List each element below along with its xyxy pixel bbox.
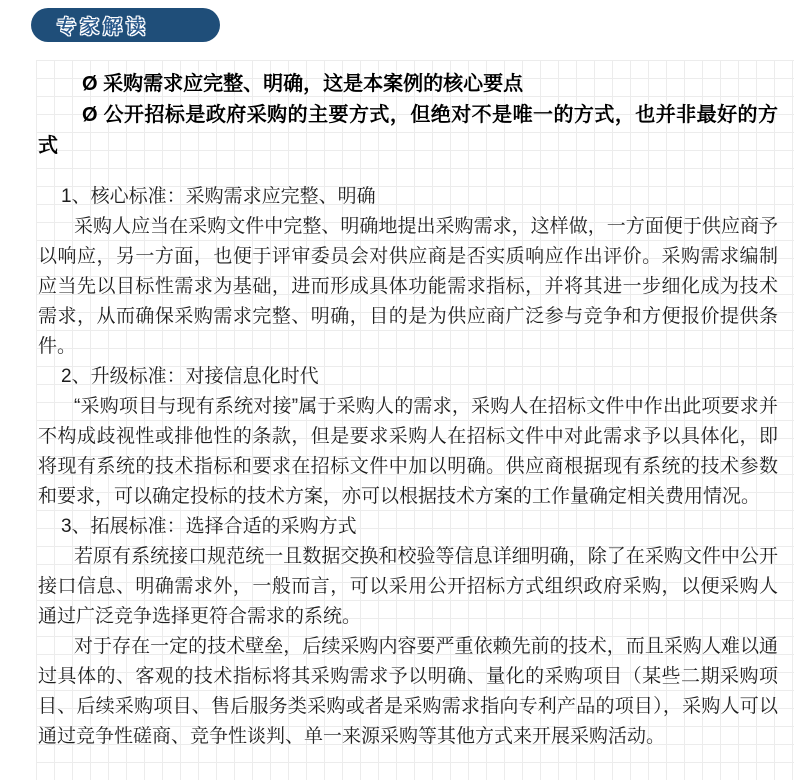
key-point-bullet-2: Ø 公开招标是政府采购的主要方式，但绝对不是唯一的方式，也并非最好的方式 (38, 104, 778, 157)
section-heading-extension-standard: 3、拓展标准：选择合适的采购方式 (61, 516, 357, 537)
badge-label: 专家解读 (57, 16, 150, 38)
section-paragraph: “采购项目与现有系统对接”属于采购人的需求，采购人在招标文件中作出此项要求并不构成歧视性或排他性的条款，但是要求采购人在招标文件中对此需求予以具体化，即将现有系统的技术指标和要求在招标文件中加以明确。供应商根据现有系统的技术参数和要求，可以确定投标的技术方案，亦可以根据技术方案的工作量确定相关费用情况。 (38, 396, 778, 507)
section-heading-core-standard: 1、核心标准：采购需求应完整、明确 (61, 186, 376, 207)
section-heading-upgrade-standard: 2、升级标准：对接信息化时代 (61, 366, 319, 387)
section-paragraph: 若原有系统接口规范统一且数据交换和校验等信息详细明确，除了在采购文件中公开接口信息、明确需求外，一般而言，可以采用公开招标方式组织政府采购，以便采购人通过广泛竞争选择更符合需求的系统。 (38, 546, 778, 627)
key-point-bullet-1: Ø 采购需求应完整、明确，这是本案例的核心要点 (82, 73, 524, 95)
expert-interpretation-badge (31, 8, 220, 42)
section-paragraph: 对于存在一定的技术壁垒，后续采购内容要严重依赖先前的技术，而且采购人难以通过具体的、客观的技术指标将其采购需求予以明确、量化的采购项目（某些二期采购项目、后续采购项目、售后服务类采购或者是采购需求指向专利产品的项目），采购人可以通过竞争性磋商、竞争性谈判、单一来源采购等其他方式来开展采购活动。 (38, 636, 778, 747)
key-points-block (38, 69, 778, 162)
section-paragraph: 采购人应当在采购文件中完整、明确地提出采购需求，这样做，一方面便于供应商予以响应，另一方面，也便于评审委员会对供应商是否实质响应作出评价。采购需求编制应当先以目标性需求为基础，进而形成具体功能需求指标，并将其进一步细化成为技术需求，从而确保采购需求完整、明确，目的是为供应商广泛参与竞争和方便报价提供条件。 (38, 216, 778, 357)
content-sheet (36, 60, 794, 780)
